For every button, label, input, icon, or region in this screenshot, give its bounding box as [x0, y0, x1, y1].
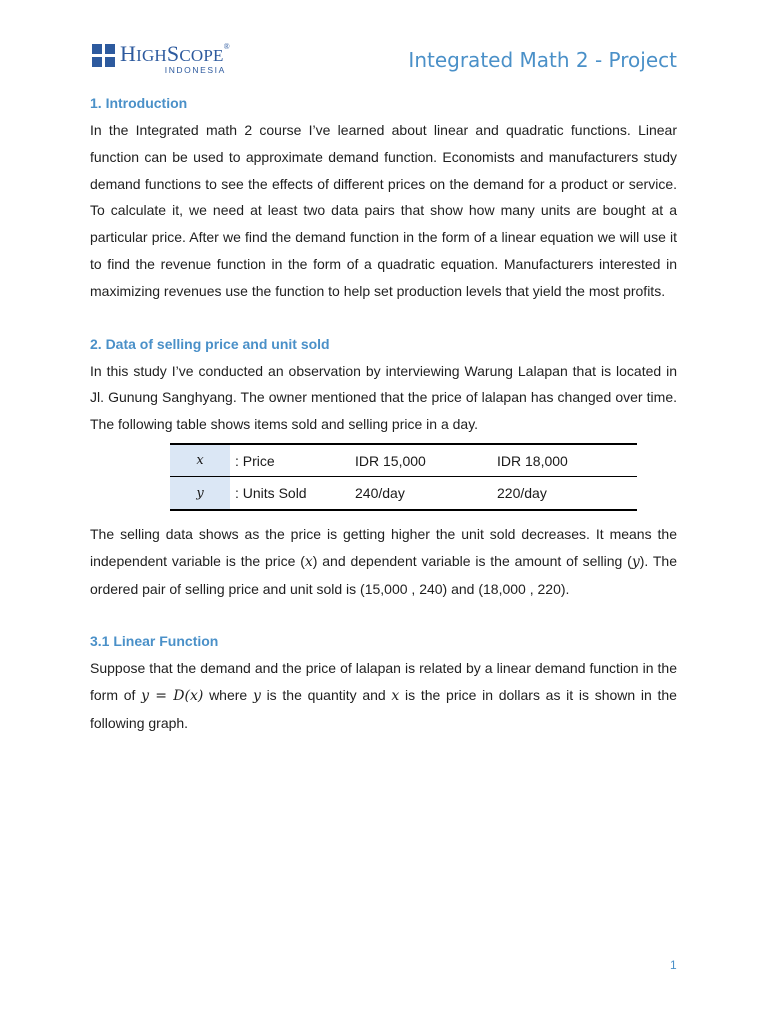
table-cell-label: : Price: [230, 444, 350, 477]
logo-name: HIGHSCOPE®: [120, 41, 230, 66]
paragraph-data: In this study I’ve conducted an observation by interviewing Warung Lalapan that is located in Jl. Gunung Sanghyang. The owner mentioned that the price of lalapan has changed over time. The following table shows items sold and selling price in a day.: [90, 362, 677, 433]
logo-wordmark: [120, 43, 230, 75]
table-row: [170, 477, 637, 510]
paragraph-introduction: In the Integrated math 2 course I’ve learned about linear and quadratic functions. Linear function can be used to approximate demand function. Economists and manufacturers study demand functions to see the effects of different prices on the demand for a product or service. To calculate it, we need at least two data pairs that show how many units are bought at a particular price. After we find the demand function in the form of a linear equation we will use it to find the revenue function in the form of a quadratic equation. Manufacturers interested in maximizing revenues use the function to help set production levels that yield the most profits.: [90, 122, 677, 299]
document-body: [90, 90, 677, 737]
heading-data: 2. Data of selling price and unit sold: [90, 335, 330, 352]
table-cell-var: x: [170, 444, 230, 477]
table-cell-label: : Units Sold: [230, 477, 350, 510]
heading-linear-function: 3.1 Linear Function: [90, 633, 219, 650]
page-number: 1: [670, 958, 677, 972]
table-cell-var: y: [170, 477, 230, 510]
highscope-logo: [92, 43, 230, 77]
table-cell-value: IDR 18,000: [492, 444, 637, 477]
document-title: Integrated Math 2 - Project: [408, 48, 677, 72]
table-cell-value: 220/day: [492, 477, 637, 510]
logo-squares-icon: [92, 44, 115, 67]
price-units-table: [170, 443, 637, 511]
table-row: [170, 444, 637, 477]
table-cell-value: IDR 15,000: [350, 444, 492, 477]
table-cell-value: 240/day: [350, 477, 492, 510]
heading-introduction: 1. Introduction: [90, 95, 188, 111]
logo-subtitle: INDONESIA: [164, 65, 226, 75]
paragraph-data-analysis: The selling data shows as the price is getting higher the unit sold decreases. It means the independent variable is the price (x) and dependent variable is the amount of selling (y). The ordered pair of selling price and unit sold is (15,000 , 240) and (18,000 , 220).: [90, 525, 677, 597]
paragraph-linear-function: Suppose that the demand and the price of lalapan is related by a linear demand function in the form of y = D(x) where y is the quantity and x is the price in dollars as it is shown in the following graph.: [90, 660, 677, 731]
